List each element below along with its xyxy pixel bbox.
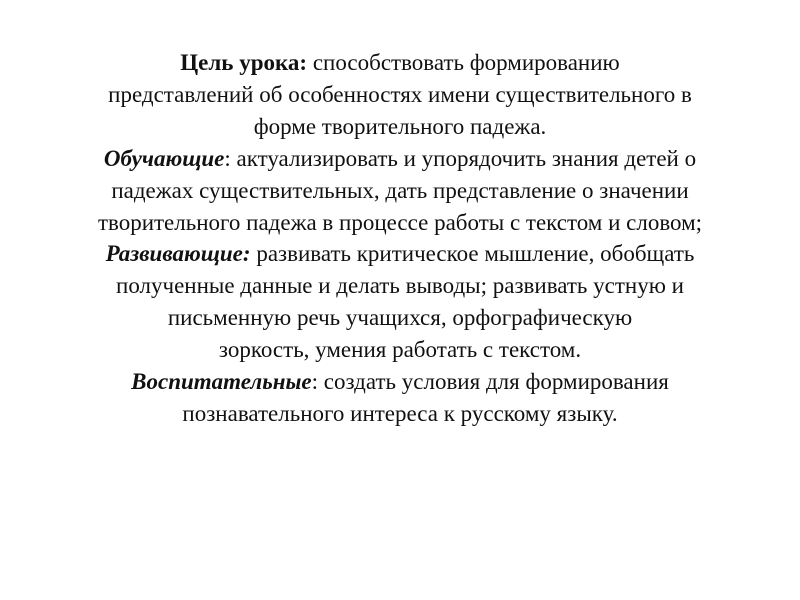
upbringing-line-2: познавательного интереса к русскому языку. bbox=[182, 400, 618, 426]
goal-text-1: способствовать формированию bbox=[307, 50, 620, 75]
goal-line-2: представлений об особенностях имени существительного в bbox=[108, 81, 692, 107]
developing-line-1 bbox=[30, 238, 770, 270]
educational-line-2: падежах существительных, дать представление о значении bbox=[111, 177, 689, 203]
lesson-objectives-text bbox=[30, 47, 770, 430]
educational-line-1 bbox=[30, 143, 770, 175]
educational-label: Обучающие bbox=[103, 145, 225, 171]
goal-line-1 bbox=[30, 47, 770, 79]
educational-colon: : bbox=[224, 145, 231, 171]
upbringing-label: Воспитательные bbox=[131, 369, 312, 395]
upbringing-text-1: создать условия для формирования bbox=[318, 369, 669, 395]
developing-line-2: полученные данные и делать выводы; развивать устную и bbox=[116, 273, 684, 299]
developing-line-4: зоркость, умения работать с текстом. bbox=[218, 337, 582, 363]
upbringing-line-1 bbox=[30, 366, 770, 398]
educational-line-3: творительного падежа в процессе работы с текстом и словом; bbox=[97, 209, 703, 235]
educational-text-1: актуализировать и упорядочить знания детей о bbox=[230, 145, 697, 171]
upbringing-colon: : bbox=[311, 369, 319, 395]
developing-text-1: развивать критическое мышление, обобщать bbox=[250, 241, 695, 267]
goal-line-3: форме творительного падежа. bbox=[253, 113, 547, 139]
developing-label: Развивающие: bbox=[105, 241, 251, 267]
developing-line-3: письменную речь учащихся, орфографическую bbox=[167, 305, 633, 331]
goal-label: Цель урока: bbox=[180, 50, 308, 75]
